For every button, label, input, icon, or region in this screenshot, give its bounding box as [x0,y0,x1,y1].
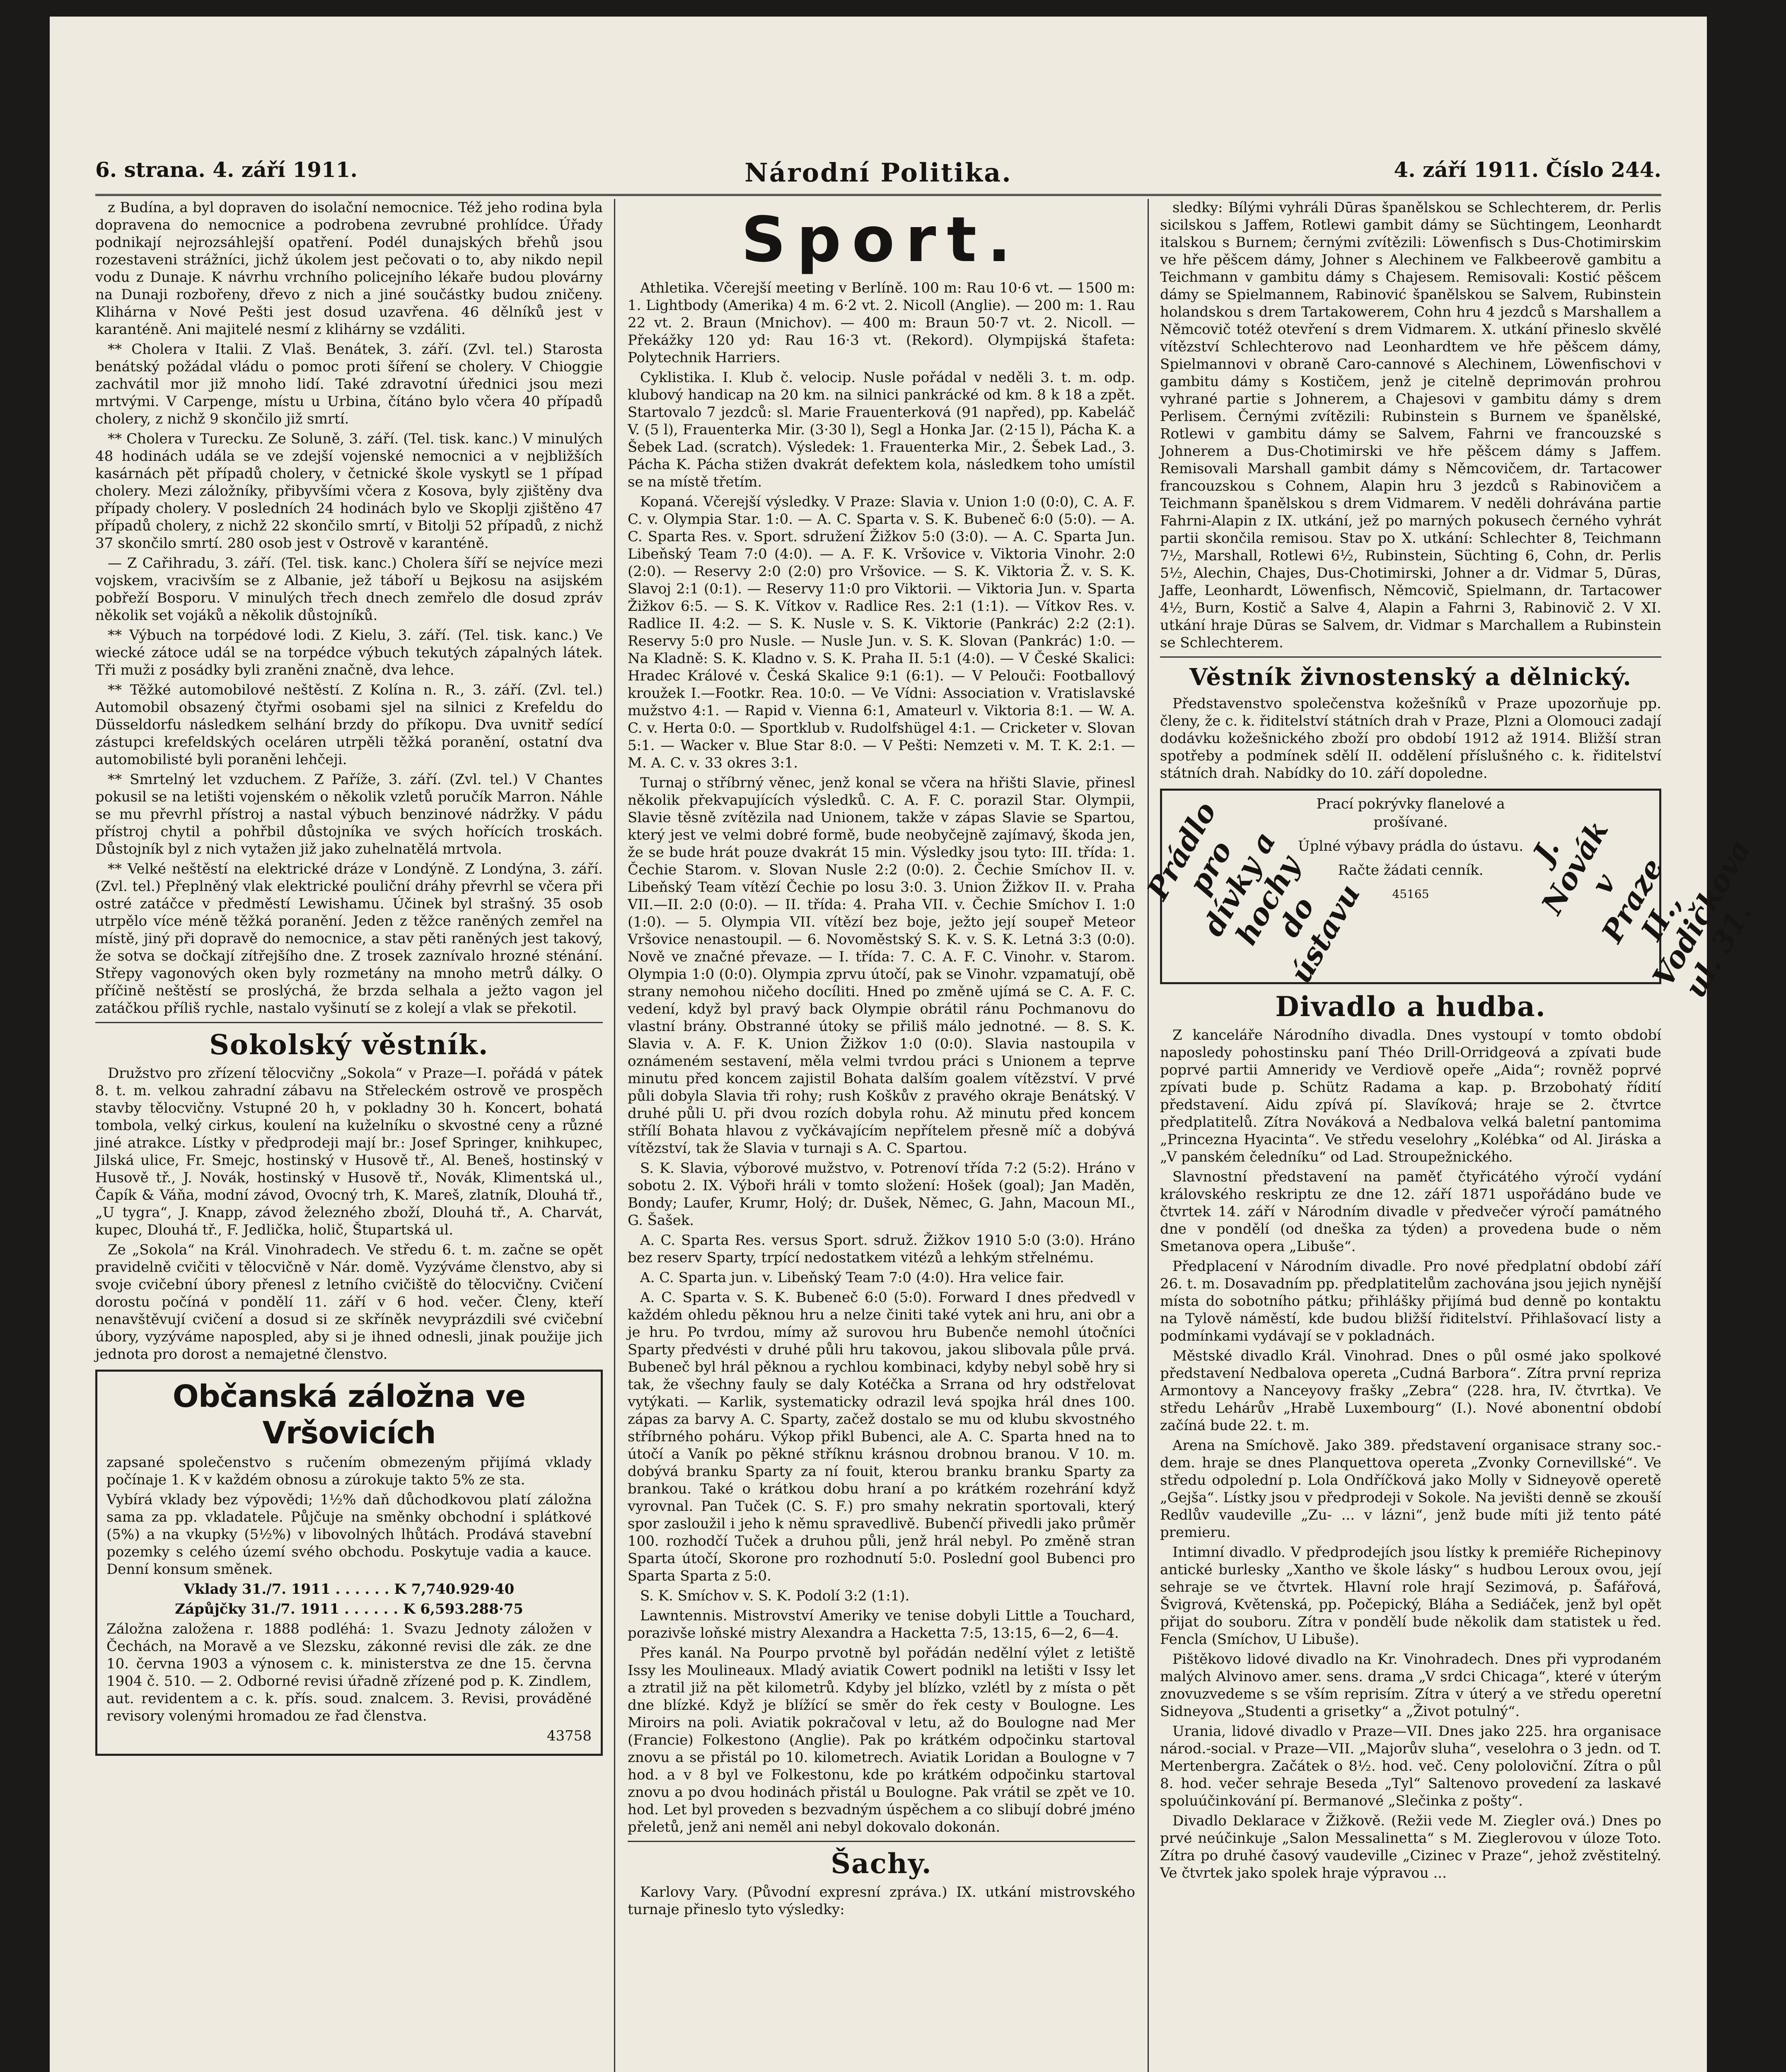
article-paragraph: A. C. Sparta jun. v. Libeňský Team 7:0 (4:0). Hra velice fair. [640,1269,1064,1286]
article-paragraph: Kopaná. Včerejší výsledky. V Praze: Slavia v. Union 1:0 (0:0), C. A. F. C. v. Olympia Star. 1:0. — A. C. Sparta v. S. K. Bubeneč 6:0 (5:0). — A. C. Sparta Res. v. Sport. sdružení Žižkov 5:0 (3:0). — A. C. Sparta Jun. Libeňský Team 7:0 (4:0). — A. F. K. Vršovice v. Viktoria Vinohr. 2:0 (2:0). — Reservy 2:0 (2:0) pro Vršovice. — S. K. Viktoria Ž. v. S. K. Slavoj 2:1 (0:1). — Reservy 11:0 pro Viktorii. — Viktoria Jun. v. Sparta Žižkov 6:5. — S. K. Vítkov v. Radlice Res. 2:1 (1:1). — Vítkov Res. v. Radlice II. 4:2. — S. K. Nusle v. S. K. Viktorie (Pankrác) 2:2 (2:1). Reservy 5:0 pro Nusle. — Nusle Jun. v. S. K. Slovan (Pankrác) 1:0. — Na Kladně: S. K. Kladno v. S. K. Praha II. 5:1 (4:0). — V České Skalici: Hradec Králové v. Česká Skalice 9:1 (6:1). — V Pelouči: Footballový kroužek I.—Footkr. Rea. 10:0. — Ve Vídni: Association v. Vratislavské mužstvo 4:1. — Rapid v. Vienna 6:1, Amateurl v. Viktoria 8:1. — W. A. C. v. Herta 0:0. — Sportklub v. Rudolfshügel 4:1. — Cricketer v. Slovan 5:1. — Wacker v. Blue Star 8:0. — V Pešti: Nemzeti v. M. T. K. 2:1. — M. A. C. v. 33 okres 3:1. [628,494,1135,771]
article-paragraph: Ze „Sokola“ na Král. Vinohradech. Ve středu 6. t. m. začne se opět pravidelně cvičiti v tělocvičně v Nár. domě. Vyzýváme členstvo, aby si svoje cvičební úbory přenesl z letního cvičiště do tělocvičny. Cvičení dorostu počíná v pondělí 11. září v 6 hod. večer. Členy, kteří nenavštěvují cvičení a dosud si ze skříněk nevyprázdili své cvičební úbory, vyzýváme napospled, aby si je ihned odnesli, jinak použije jich jednota pro dorost a nemajetné členstvo. [95,1242,603,1363]
article-paragraph: Intimní divadlo. V předprodejích jsou lístky k premiéře Richepinovy antické burlesky „Xantho ve škole lásky“ s hudbou Leroux ovou, její sehraje se ve čtvrtek. Hlavní role hrají Sezimová, p. Šafářová, Švigrová, Květenská, pp. Počepický, Bláha a Sediáček, jenž byl opět přijat do souboru. Zítra v pondělí bude několik dam statistek u řed. Fencla (Smíchov, U Libuše). [1160,1544,1661,1648]
header-date-left: 6. strana. 4. září 1911. [95,157,358,182]
article-paragraph: Představenstvo společenstva kožešníků v Praze upozorňuje pp. členy, že c. k. řiditelství státních drah v Praze, Plzni a Olomouci zadají dodávku kožešnického zboží pro období 1912 až 1914. Bližší stran spotřeby a podmínek sdělí II. oddělení příslušného c. k. řiditelství státních drah. Nabídky do 10. září dopoledne. [1160,695,1661,782]
article-paragraph: z Budína, a byl dopraven do isolační nemocnice. Též jeho rodina byla dopravena do nemocnice a podrobena zevrubné prohlídce. Úřady podnikají nejrozsáhlejší opatření. Podél dunajských břehů jsou rozestaveni strážníci, jichž úkolem jest pečovati o to, aby nikdo nepil vodu z Dunaje. K návrhu vrchního policejního lékaře budou plovárny na Dunaji rozbořeny, dřevo z nich a jiné součástky budou zničeny. Klihárna v Nové Pešti jest dosud uzavřena. 46 dělníků jest v karanténě. Ani majitelé nesmí z klihárny se vzdáliti. [95,199,603,338]
ad-text: Račte žádati cenník. [1338,862,1484,879]
advertisement-zalozna [95,1370,603,1756]
ad-text: Vybírá vklady bez výpovědi; 1½% daň důchodkovou platí záložna sama za pp. vkladatele. Půjčuje na směnky obchodní i splátkové (5%) a na vkupky (5½%) v libovolných lhůtách. Prodává stavební pozemky s celého území svého obchodu. Poskytuje vadia a kauce. Denní konsum směnek. [106,1491,592,1578]
ad-figure: Zápůjčky 31./7. 1911 . . . . . . K 6,593.288·75 [175,1601,523,1617]
column-divider [614,199,615,2072]
article-paragraph: Divadlo Deklarace v Žižkově. (Režii vede M. Ziegler ová.) Dnes po prvé neúčinkuje „Salon Messalinetta“ s M. Zieglerovou v úloze Toto. Zítra po druhé časový vaudeville „Cizinec v Praze“, jehož zvěstitelný. Ve čtvrtek jako spolek hraje výpravou ... [1160,1813,1661,1881]
ad-middle [1295,795,1527,903]
ad-text: zapsané společenstvo s ručením obmezeným přijímá vklady počínaje 1. K v každém obnosu a zúrokuje takto 5% ze sta. [106,1454,592,1488]
ad-text: Úplné výbavy prádla do ústavu. [1298,838,1524,854]
ad-figure: Vklady 31./7. 1911 . . . . . . K 7,740.929·40 [184,1581,515,1598]
section-title-sport: Sport. [741,204,1022,276]
column-3 [1140,199,1759,2072]
article-paragraph: Karlovy Vary. (Původní expresní zpráva.) IX. utkání mistrovského turnaje přineslo tyto výsledky: [628,1884,1135,1918]
ad-text: Prací pokrývky flanelové a prošívané. [1316,796,1505,830]
article-paragraph: Arena na Smíchově. Jako 389. představení organisace strany soc.-dem. hraje se dnes Planquettova opereta „Zvonky Cornevillské“. Ve středu odpolední p. Lola Ondříčková jako Molly v Sidneyově operetě „Gejša“. Lístky jsou v předprodeji v Sokole. Na jevišti denně se zkouší Redlův vaudeville „Zu- ... v lázni“, jenž bude míti již tento páté premieru. [1160,1437,1661,1541]
article-paragraph: Městské divadlo Král. Vinohrad. Dnes o půl osmé jako spolkové představení Nedbalova opereta „Cudná Barbora“. Zítra první repriza Armontovy a Nanceyovy frašky „Zebra“ (228. hra, IV. čtvrtka). Ve středu Lehárův „Hrabě Luxembourg“ (I.). Nové abonentní období začíná bude 22. t. m. [1160,1348,1661,1434]
article-paragraph: S. K. Slavia, výborové mužstvo, v. Potrenoví třída 7:2 (5:2). Hráno v sobotu 2. IX. Výboři hráli v tomto složení: Hošek (goal); Jan Maděn, Bondy; Laufer, Krumr, Holý; dr. Dušek, Němec, G. Jahn, Macoun MI., G. Šašek. [628,1160,1135,1229]
advertisement-pradlo [1140,789,1759,1003]
article-paragraph: Družstvo pro zřízení tělocvičny „Sokola“ v Praze—I. pořádá v pátek 8. t. m. velkou zahradní zábavu na Střeleckém ostrově ve prospěch stavby tělocvičny. Vstupné 20 h, v pokladny 30 h. Koncert, bohatá tombola, velký cirkus, koulení na kuželníku o skvostné ceny a různé jiné atrakce. Lístky v předprodeji mají br.: Josef Springer, knihkupec, Jilská ulice, Fr. Smejc, hostinský v Husově tř., Al. Beneš, hostinský v Husově tř., J. Novák, hostinský v Husově tř., Novák, Klimentská ul., Čapík & Váňa, modní závod, Ovocný trh, K. Mareš, zlatník, Dlouhá tř., „U tygra“, J. Knapp, závod železného zboží, Dlouhá tř., A. Charvát, kupec, Dlouhá tř., F. Jedlička, holič, Štupartská ul. [95,1065,603,1238]
article-paragraph: ** Cholera v Turecku. Ze Soluně, 3. září. (Tel. tisk. kanc.) V minulých 48 hodinách udála se ve zdejší vojenské nemocnici a v nejbližších kasárnách pět případů cholery, v četnické škole vyskytl se 1 případ cholery. Mezi záložníky, přibyvšími včera z Kosova, byly zjištěny dva případy cholery. V posledních 24 hodinách bylo ve Skoplji zjištěno 47 případů cholery, z nichž 22 skončilo smrtí, v Bitolji 52 případů, z nichž 37 skončilo smrtí. 280 osob jest v Ostrově v karanténě. [95,431,603,552]
newspaper-page [50,17,1759,2072]
article-paragraph: ** Výbuch na torpédové lodi. Z Kielu, 3. září. (Tel. tisk. kanc.) Ve wiecké zátoce udál se na torpédce výbuch tekutých zápalných látek. Tři muži z posádky byli zraněni značně, dva lehce. [95,627,603,678]
article-paragraph: ** Velké neštěstí na elektrické dráze v Londýně. Z Londýna, 3. září. (Zvl. tel.) Přeplněný vlak elektrické pouliční dráhy převrhl se včera při ostré zatáčce v předměstí Lewishamu. Účinek byl strašný. 35 osob utrpělo více méně těžká poranění. Jeden z těžce raněných zemřel na místě, jiný při dopravě do nemocnice, a stav pěti raněných jest takový, že sotva se dočkají zítřejšího dne. Z trosek zaznívalo hrozné sténání. Střepy vagonových oken byly rozmetány na mnoho metrů dálky. O příčině neštěstí se proslýchá, že brzda selhala a ježto vagon jel zatáčkou příliš rychle, nastalo vyšinutí se z kolejí a vlak se překotil. [95,861,603,1017]
section-rule [628,1841,1135,1842]
article-paragraph: Cyklistika. I. Klub č. velocip. Nusle pořádal v neděli 3. t. m. odp. klubový handicap na 20 km. na silnici pankrácké od km. 8 k 18 a zpět. Startovalo 7 jezdců: sl. Marie Frauenterková (91 napřed), pp. Kabeláč V. (5 l), Frauenterka Mir. (3·30 l), Segl a Honka Jar. (2·15 l), Pácha K. a Šebek Lad. (scratch). Výsledek: 1. Frauenterka Mir., 2. Šebek Lad., 3. Pácha K. Pácha stižen dvakrát defektem kola, následkem toho umístil se na místě třetím. [628,369,1135,490]
section-title-chess: Šachy. [831,1847,932,1880]
column-1 [95,199,603,2072]
header-issue-right: 4. září 1911. Číslo 244. [1394,157,1661,182]
column-divider [1148,199,1149,2072]
ad-number: 43758 [546,1728,592,1744]
article-paragraph: Athletika. Včerejší meeting v Berlíně. 100 m: Rau 10·6 vt. — 1500 m: 1. Lightbody (Amerika) 4 m. 6·2 vt. 2. Nicoll (Anglie). — 200 m: 1. Rau 22 vt. 2. Braun (Mnichov). — 400 m: Braun 50·7 vt. 2. Nicoll. — Překážky 120 yd: Rau 16·3 vt. (Rekord). Olympijská štafeta: Polytechnik Harriers. [628,280,1135,366]
section-title-divadlo: Divadlo a hudba. [1275,990,1546,1023]
header-rule [95,194,1661,196]
page-header [95,153,1661,191]
article-paragraph: Slavnostní představení na paměť čtyřicátého výročí vydání královského reskriptu ze dne 12. září 1871 uspořádáno bude ve čtvrtek 14. září v Národním divadle v předvečer výročí památného dne v pondělí (od dneška za týden) a provedena bude o něm Smetanova opera „Libuše“. [1160,1169,1661,1255]
article-paragraph: Předplacení v Národním divadle. Pro nové předplatní období září 26. t. m. Dosavadním pp. předplatitelům zachována jsou jejich nynější místa do sobotního pátku; přihlášky přijímá bud denně po kontaktu na Tylově náměstí, kde budou bližší řiditelství. Přihlašovací listy a podmínkami vydávají se v pokladnách. [1160,1258,1661,1344]
article-paragraph: Pištěkovo lidové divadlo na Kr. Vinohradech. Dnes při vyprodaném malých Alvinovo amer. sens. drama „V srdci Chicaga“, které v úterým znovuzvedeme s se vším reprisím. Zítra v úterý a ve středu operetní Sidneyova „Studenti a grisetky“ a „Život potulný“. [1160,1651,1661,1720]
article-paragraph: A. C. Sparta Res. versus Sport. sdruž. Žižkov 1910 5:0 (3:0). Hráno bez reserv Sparty, trpící nedostatkem vitézů a lehkým střelnému. [628,1232,1135,1266]
column-2 [628,199,1135,2072]
section-rule [1160,656,1661,658]
article-paragraph: A. C. Sparta v. S. K. Bubeneč 6:0 (5:0). Forward I dnes předvedl v každém ohledu pěknou hru a nelze činiti také vytek ani hru, ani obr a je hru. Po tvrdou, mímy až surovou hru Bubenče nemohl útočníci Sparty předvésti v druhé půli hru takovou, jakou slibovala půle prvá. Bubeneč byl hrál pěknou a rychlou kombinaci, kdyby nebyl sobě hry si tak, že všechny fauly se daly Kotéčka a Srrana od hry odstřelovat vytýkati. — Karlik, systematicky odrazil levá spojka hrál dnes 100. zápas za barvy A. C. Sparty, začež dostalo se mu od klubu skvostného stříbrného poháru. Výkop přikl Bubenci, ale A. C. Sparta hned na to útočí a Vaník po pěkné stříknu krásnou drobnou branou. V 10. m. dobývá branku Sparty za ní fouit, kterou branku branku Sparty za brankou. Také o krátkou dobu hraní a po krátkém rozehrání když vyrovnal. Pan Tuček (C. S. F.) pro smahy nekratin sportovali, který spor zasloužil i jeho k němu spravedlivě. Bubenčí přivedli jako průměr 100. rozhodčí Tuček a druhou půli, jenž hrál nebyl. Po změně stran Sparta útočí, Skorone pro rozhodnutí 5:0. Poslední gool Bubenci pro Sparta Sparta z 5:0. [628,1289,1135,1584]
article-paragraph: — Z Cařihradu, 3. září. (Tel. tisk. kanc.) Cholera šíří se nejvíce mezi vojskem, vracivším se z Albanie, jež táboří u Bejkosu na asijském pobřeží Bosporu. V minulých třech dnech zemřelo dle dosud zpráv několik set vojáků a několik důstojníků. [95,555,603,624]
ad-text: Záložna založena r. 1888 podléhá: 1. Svazu Jednoty záložen v Čechách, na Moravě a ve Slezsku, zákonné revisi dle zák. ze dne 10. června 1903 a výnosem c. k. ministerstva ze dne 15. června 1904 č. 510. — 2. Odborné revisi úřadně zřízené pod p. K. Zindlem, aut. revidentem a c. k. přís. soud. znalcem. 3. Revisi, prováděné revisory volenými hromadou ze řad členstva. [106,1621,592,1724]
article-paragraph: ** Těžké automobilové neštěstí. Z Kolína n. R., 3. září. (Zvl. tel.) Automobil obsazený čtyřmi osobami sjel na silnici z Krefeldu do Düsseldorfu následkem selhání brzdy do příkopu. Dva uvnitř sedící zástupci krefeldských oceláren utrpěli těžká poranění, ostatní dva automobilisté byli poraněni lehčeji. [95,682,603,768]
section-title-sokol: Sokolský věstník. [209,1029,489,1061]
article-paragraph: S. K. Smíchov v. S. K. Podolí 3:2 (1:1). [640,1588,910,1604]
article-paragraph: ** Cholera v Italii. Z Vlaš. Benátek, 3. září. (Zvl. tel.) Starosta benátský požádal vládu o pomoc proti šíření se cholery. V Chioggie zachvátil mor již mnoho lidí. Také zdravotní úřednici jsou mezi mrtvými. V Carpenge, místu u Urbina, čítáno bylo včera 40 případů cholery, z nichž 9 skončilo již smrtí. [95,341,603,427]
article-paragraph: Turnaj o stříbrný věnec, jenž konal se včera na hřišti Slavie, přinesl několik překvapujících výsledků. C. A. F. C. porazil Star. Olympii, Slavie těsně zvítězila nad Unionem, takže v zápas Slavie se Spartou, který jest ve velmi dobré formě, bude neobyčejně zajímavý, škoda jen, že se bude hrát pouze dvakrát 15 min. Výsledky jsou tyto: III. třída: 1. Čechie Starom. v. Slovan Nusle 2:2 (0:0). 2. Čechie Smíchov II. v. Libeňský Team vítězí Čechie po losu 3:0. 3. Union Žižkov II. v. Praha VII.—II. 2:0 (0:0). — II. třída: 4. Praha VII. v. Čechie Smíchov I. 1:0 (1:0). — 5. Olympia VII. vítězí bez boje, ježto její soupeř Meteor Vršovice nenastoupil. — 6. Novoměstský S. K. v. S. K. Letná 3:3 (0:0). Nově ve značné převaze. — I. třída: 7. C. A. F. C. Vinohr. v. Starom. Olympia 1:0 (0:0). Olympia zprvu útočí, pak se Vinohr. vzpamatují, obě strany nemohou ničeho docíliti. Hned po změně ujímá se C. A. F. C. vedení, když byl pravý back Olympie obrátil ránu Pochmanovu do vlastní brány. Obstranné útoky se přiliš málo jednotné. — 8. S. K. Slavia v. A. F. K. Union Žižkov 1:0 (0:0). Slavia nastoupila v oznámeném sestavení, měla velmi tvrdou práci s Unionem a teprve minutu před koncem zajistil Bohata dalším goalem vítězství. V prvé půli dobyla Slavia tři rohy; rush Koškův z pravého okraje Benátský. V druhé půli U. při dvou rozích dobyla rohu. Až minutu před koncem střílí Bohata hlavou z vyčkávajícím nepřítelem přesně míč a dobývá vítězství, tak že Slavia v turnaji s A. C. Spartou. [628,775,1135,1157]
section-title-vestnik: Věstník živnostenský a dělnický. [1189,663,1632,691]
section-rule [95,1022,603,1023]
article-paragraph: Z kanceláře Národního divadla. Dnes vystoupí v tomto období naposledy pohostinsku paní Théo Drill-Orridgeová a zpívati bude poprvé partii Amneridy ve Verdiově opeře „Aida“; rovněž poprvé zpívati bude p. Schütz Radama a kap. p. Brzobohatý řídití představení. Aidu zpívá pí. Slavíková; hraje se 2. čtvrtce předplatitelů. Zítra Nováková a Nedbalova velká baletní pantomima „Princezna Hyacinta“. Ve středu veselohry „Kolébka“ od Al. Jiráska a „V panském čeledníku“ od Lad. Stroupežnického. [1160,1027,1661,1165]
article-paragraph: sledky: Bílými vyhráli Dūras španělskou se Schlechterem, dr. Perlis sicilskou s Jaffem, Rotlewi gambit dámy se Süchtingem, Leonhardt italskou s Burnem; černými zvítězili: Löwenfisch s Dus-Chotimirskim ve hře pěšcem dámy, Johner s Alechinem ve Falkbeerově gambitu a Teichmann v gambitu dámy s Chajesem. Remisovali: Kostić pěšcem dámy se Spielmannem, Rabinović španělskou se Salvem, Rubinstein holandskou s drem Tartakowerem, Cohn hru 4 jezdců s Marshallem a Němcovič totéž otevření s drem Vidmarem. X. utkání přineslo skvělé vítězství Schlechterovo nad Leonhardtem ve hře pěšcem dámy, Spielmannovi v obraně Caro-cannové s Alechinem, Löwenfischovi v gambitu dámy s Kostičem, jenž je citelně deprimován prohrou vyhrané partie s Johnerem, a Chajesovi v gambitu dámy s drem Perlisem. Černými zvítězili: Rubinstein s Burnem ve španělské, Rotlewi v gambitu dámy se Salvem, Fahrni ve francouzské s Johnerem a Dus-Chotimirski ve hře pěšcem dámy s Jaffem. Remisovali Marshall gambit dámy s Němcovičem, dr. Tartacower francouzskou s Cohnem, Alapin hru 3 jezdců s Rabinovičem a Teichmann španělskou s drem Vidmarem. V neděli dohrávána partie Fahrni-Alapin z IX. utkání, jež po marných pokusech černého vyhrát partii skončila remisou. Stav po X. utkání: Schlechter 8, Teichmann 7½, Marshall, Rotlewi 6½, Rubinstein, Süchting 6, Cohn, dr. Perlis 5½, Alechin, Chajes, Dus-Chotimirski, Johner a dr. Vidmar 5, Dūras, Jaffe, Leonhardt, Löwenfisch, Němcovič, Spielmann, dr. Tartacower 4½, Burn, Kostič a Salve 4, Alapin a Fahrni 3, Rabinovič 2. V XI. utkání hraje Dūras se Salvem, dr. Vidmar s Marchallem a Rubinstein se Schlechterem. [1160,199,1661,651]
ad-advertiser: J. Novák v Praze II., Vodičkova ul. 31. [1526,814,1759,1003]
article-paragraph: Urania, lidové divadlo v Praze—VII. Dnes jako 225. hra organisace národ.-social. v Praze—VII. „Majorův sluha“, veselohra o 3 jedn. od T. Mertenbergra. Začátek o 8½. hod. več. Ceny pololoviční. Zítra o půl 8. hod. večer sehraje Beseda „Tyl“ Saltenovo provedení za laskavé spoluúčinkování pí. Bermanové „Slečinka z pošty“. [1160,1723,1661,1809]
masthead-title: Národní Politika. [744,157,1012,188]
article-paragraph: Přes kanál. Na Pourpo prvotně byl pořádán nedělní výlet z letiště Issy les Moulineaux. Mladý aviatik Cowert podnikl na letišti v Issy let a ztratil již na pět kilometrů. Kdyby jel blízko, vzlétl by z místa o pět dne blízké. Když je blížící se směr do řek cesty v Boulogne. Les Miroirs na poli. Aviatik pokračoval v letu, až do Boulogne nad Mer (Francie) Folkestono (Anglie). Pak po krátkém odpočinku startoval znovu a se přistál po 10. kilometrech. Aviatik Loridan a Boulogne v 7 hod. a v 8 byl ve Folkestonu, kde po krátkém odpočinku startoval znovu a po dvou hodinách přistál u Boulogne. Pak vrátil se zpět ve 10. hod. Let byl proveden s bezvadným úspěchem a co slibují dobré jméno přeletů, jenž ani neměl ani nebyl dokovalo dokonán. [628,1645,1135,1835]
article-paragraph: ** Smrtelný let vzduchem. Z Paříže, 3. září. (Zvl. tel.) V Chantes pokusil se na letišti vojenském o několik vzletů poručík Marron. Náhle se mu převrhl přístroj a nastal výbuch benzinové nádržky. V pádu přístroj chytil a pohřbil důstojníka ve svých hořících troskách. Důstojník byl z nich vytažen již jako zuhelnatělá mrtvola. [95,771,603,857]
ad-number: 45165 [1392,887,1429,901]
article-paragraph: Lawntennis. Mistrovství Ameriky ve tenise dobyli Little a Touchard, porazivše loňské mistry Alexandra a Hacketta 7:5, 13:15, 6—2, 6—4. [628,1607,1135,1641]
ad-title: Občanská záložna ve Vršovicích [172,1379,526,1451]
ad-slogan: Prádlo pro dívky a hochy do ústavu [1140,796,1367,989]
